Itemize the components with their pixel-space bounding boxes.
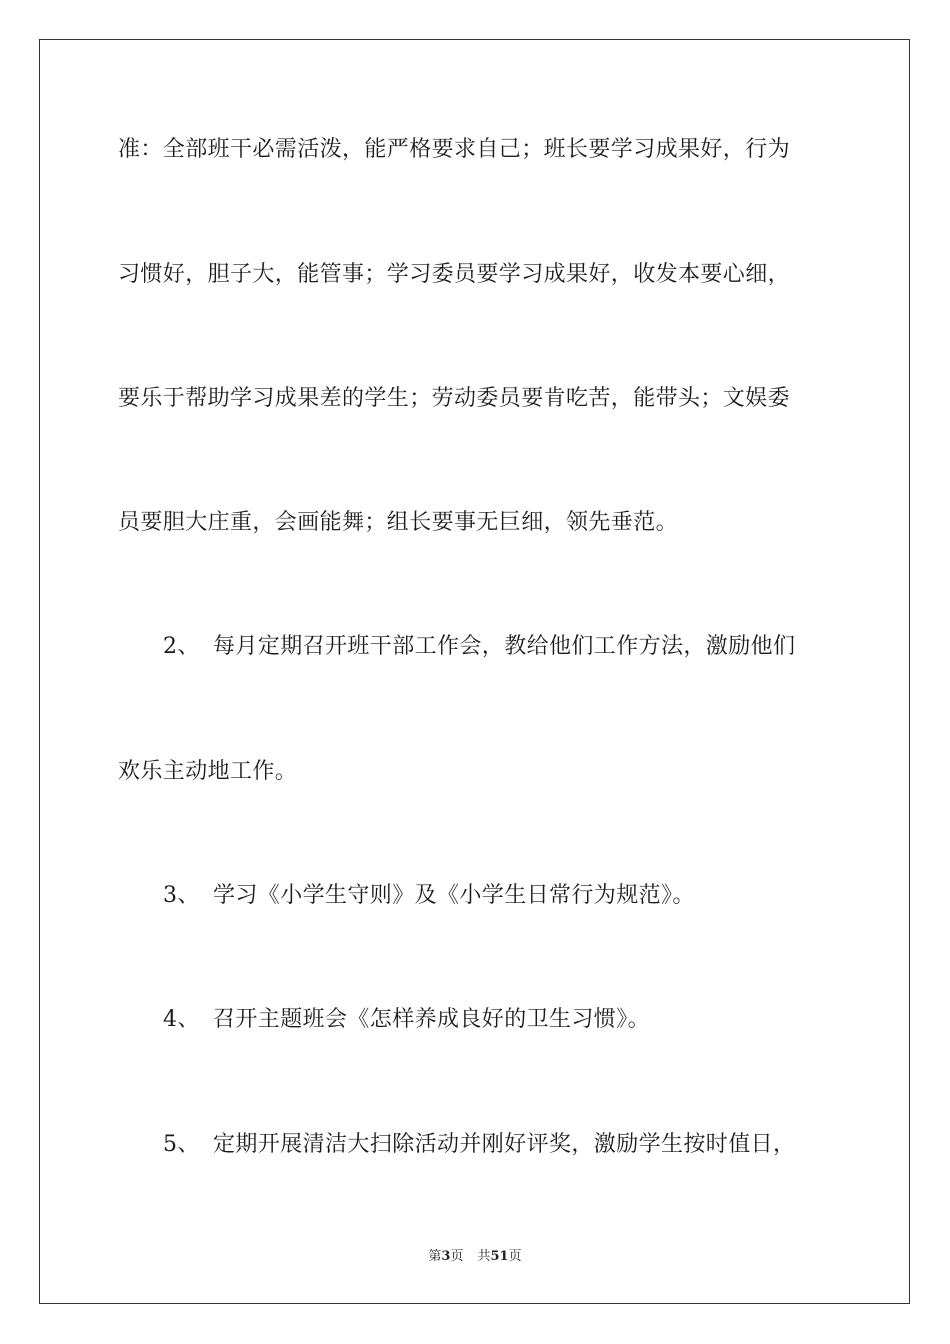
list-item-number: 2、 <box>163 634 200 659</box>
list-item-text: 定期开展清洁大扫除活动并刚好评奖，激励学生按时值日， <box>213 1132 796 1157</box>
body-text-line: 要乐于帮助学习成果差的学生；劳动委员要肯吃苦，能带头；文娱委 <box>118 386 791 411</box>
body-text-line: 准：全部班干必需活泼，能严格要求自己；班长要学习成果好，行为 <box>118 137 791 162</box>
total-label-prefix: 共 <box>477 1249 491 1264</box>
body-text-line: 员要胆大庄重，会画能舞；组长要事无巨细，领先垂范。 <box>118 510 679 535</box>
list-item-4 <box>163 1005 650 1035</box>
list-item-continuation: 欢乐主动地工作。 <box>118 759 298 784</box>
page-number: 3 <box>441 1249 451 1264</box>
page-footer <box>0 1248 950 1266</box>
list-item-5 <box>163 1130 795 1160</box>
list-item-number: 5、 <box>163 1132 200 1157</box>
list-item-text: 召开主题班会《怎样养成良好的卫生习惯》。 <box>213 1007 651 1032</box>
page-label-prefix: 第 <box>428 1249 442 1264</box>
list-item-2 <box>163 632 795 662</box>
body-text-line: 习惯好，胆子大，能管事；学习委员要学习成果好，收发本要心细， <box>118 262 791 287</box>
total-pages: 51 <box>490 1249 509 1264</box>
page-border <box>39 39 910 1304</box>
list-item-text: 学习《小学生守则》及《小学生日常行为规范》。 <box>213 883 695 908</box>
list-item-number: 3、 <box>163 883 200 908</box>
list-item-text: 每月定期召开班干部工作会，教给他们工作方法，激励他们 <box>213 634 796 659</box>
list-item-3 <box>163 881 695 911</box>
total-label-suffix: 页 <box>508 1249 522 1264</box>
list-item-number: 4、 <box>163 1007 200 1032</box>
page-label-suffix: 页 <box>450 1249 464 1264</box>
